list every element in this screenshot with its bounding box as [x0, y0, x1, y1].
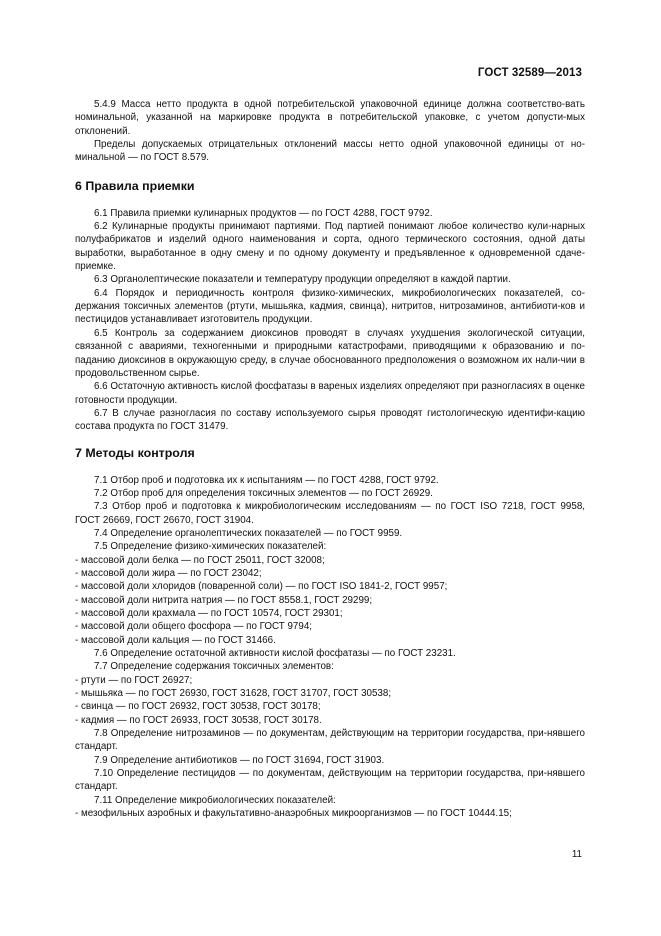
- paragraph: 7.10 Определение пестицидов — по документам, действующим на территории государства, при-нявшего стандарт.: [75, 768, 585, 793]
- paragraph: 6.1 Правила приемки кулинарных продуктов — по ГОСТ 4288, ГОСТ 9792.: [94, 207, 433, 219]
- paragraph: 7.8 Определение нитрозаминов — по документам, действующим на территории государства, при-нявшего стандарт.: [75, 728, 585, 753]
- list-item: - мышьяка — по ГОСТ 26930, ГОСТ 31628, ГОСТ 31707, ГОСТ 30538;: [75, 688, 392, 700]
- paragraph: 7.9 Определение антибиотиков — по ГОСТ 31694, ГОСТ 31903.: [94, 754, 385, 766]
- paragraph: 6.7 В случае разногласия по составу используемого сырья проводят гистологическую идентифи-кацию состава продукта по ГОСТ 31479.: [75, 407, 585, 433]
- paragraph: 7.1 Отбор проб и подготовка их к испытаниям — по ГОСТ 4288, ГОСТ 9792.: [94, 474, 439, 486]
- paragraph: Пределы допускаемых отрицательных отклонений массы нетто одной упаковочной единицы от но-минальной — по ГОСТ 8.579.: [75, 139, 585, 164]
- paragraph: 7.5 Определение физико-химических показателей:: [94, 541, 327, 553]
- page-number: 11: [571, 849, 582, 860]
- paragraph: 7.2 Отбор проб для определения токсичных элементов — по ГОСТ 26929.: [94, 487, 433, 499]
- section-heading: 7 Методы контроля: [75, 445, 195, 460]
- paragraph: 7.7 Определение содержания токсичных элементов:: [94, 661, 334, 673]
- paragraph: 5.4.9 Масса нетто продукта в одной потребительской упаковочной единице должна соответство-вать номинальной, указанной на маркировке продукта в потребительской упаковке, с учетом допусти-мых отклонений.: [75, 99, 585, 137]
- document-body: [75, 98, 585, 821]
- list-item: - массовой доли кальция — по ГОСТ 31466.: [75, 634, 276, 646]
- paragraph: 6.4 Порядок и периодичность контроля физико-химических, микробиологических показателей, со-держания токсичных элементов (ртути, мышьяка, кадмия, свинца), нитритов, нитрозаминов, антибиоти-ков и пестицидов устанавливает изготовитель продукции.: [75, 287, 585, 326]
- paragraph: 7.4 Определение органолептических показателей — по ГОСТ 9959.: [94, 527, 403, 539]
- section-heading: 6 Правила приемки: [75, 178, 195, 193]
- paragraph: 6.3 Органолептические показатели и температуру продукции определяют в каждой партии.: [94, 274, 511, 286]
- list-item: - массовой доли белка — по ГОСТ 25011, ГОСТ 32008;: [75, 554, 325, 566]
- list-item: - массовой доли жира — по ГОСТ 23042;: [75, 567, 262, 579]
- list-item: - кадмия — по ГОСТ 26933, ГОСТ 30538, ГОСТ 30178.: [75, 714, 322, 726]
- list-item: - массовой доли хлоридов (поваренной соли) — по ГОСТ ISO 1841-2, ГОСТ 9957;: [75, 581, 448, 593]
- list-item: - массовой доли общего фосфора — по ГОСТ 9794;: [75, 621, 312, 633]
- list-item: - мезофильных аэробных и факультативно-анаэробных микроорганизмов — по ГОСТ 10444.15;: [75, 808, 512, 820]
- paragraph: 7.11 Определение микробиологических показателей:: [94, 794, 336, 806]
- paragraph: 6.2 Кулинарные продукты принимают партиями. Под партией понимают любое количество кули-нарных полуфабрикатов и изделий одного наименования и сорта, одного термического состояния, одной даты выработки, выработанное в одну смену и по одному документу и предъявленное к одновременной сдаче-приемке.: [75, 221, 585, 273]
- list-item: - массовой доли крахмала — по ГОСТ 10574, ГОСТ 29301;: [75, 608, 343, 619]
- list-item: - массовой доли нитрита натрия — по ГОСТ 8558.1, ГОСТ 29299;: [75, 594, 373, 606]
- document-header: ГОСТ 32589—2013: [477, 67, 582, 79]
- paragraph: 7.3 Отбор проб и подготовка к микробиологическим исследованиям — по ГОСТ ISO 7218, ГОСТ 9958, ГОСТ 26669, ГОСТ 26670, ГОСТ 31904.: [75, 501, 585, 526]
- list-item: - свинца — по ГОСТ 26932, ГОСТ 30538, ГОСТ 30178;: [75, 701, 321, 713]
- paragraph: 7.6 Определение остаточной активности кислой фосфатазы — по ГОСТ 23231.: [94, 648, 456, 660]
- paragraph: 6.5 Контроль за содержанием диоксинов проводят в случаях ухудшения экологической ситуации, связанной с авариями, техногенными и природными катастрофами, приводящими к образованию и по-паданию диоксинов в окружающую среду, в случае обоснованного предположения о возможном их нали-чии в продовольственном сырье.: [75, 327, 585, 379]
- list-item: - ртути — по ГОСТ 26927;: [75, 674, 193, 686]
- paragraph: 6.6 Остаточную активность кислой фосфатазы в вареных изделиях определяют при разногласиях в оценке готовности продукции.: [75, 381, 585, 406]
